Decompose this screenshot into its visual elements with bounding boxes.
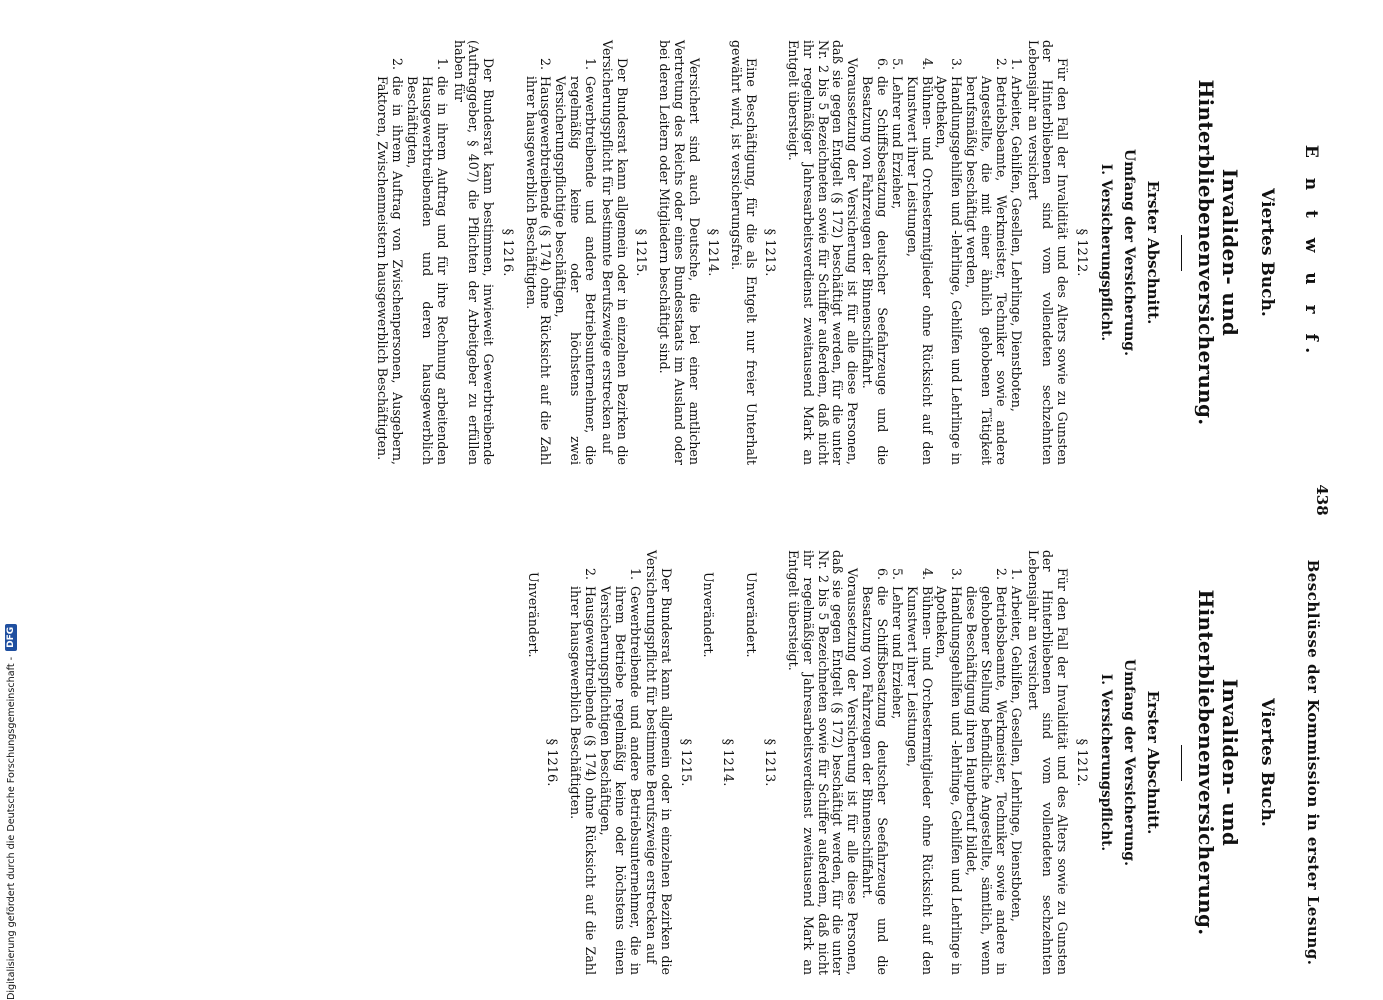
list-item: 6. die Schiffsbesatzung deutscher Seefahrzeuge und die Besatzung von Fahrzeugen der Binnenschiffahrt. <box>860 58 890 465</box>
paragraph-1215-list <box>523 40 597 465</box>
list-item: 2. Betriebsbeamte, Werkmeister, Techniker sowie andere Angestellte, die mit einer ähnlich gehobenen Tätigkeit berufsmäßig beschäftigt werden, <box>964 58 1009 465</box>
paragraph-1214-text: Versichert sind auch Deutsche, die bei einer amtlichen Vertretung des Reichs oder eines Bundesstaats im Ausland oder bei deren Leitern oder Mitgliedern beschäftigt sind. <box>656 40 702 465</box>
paragraph-1213-heading: § 1213. <box>761 738 777 787</box>
divider <box>1181 745 1182 781</box>
list-item: 6. die Schiffsbesatzung deutscher Seefahrzeuge und die Besatzung von Fahrzeugen der Binnenschiffahrt. <box>860 568 890 975</box>
section-heading: Erster Abschnitt. <box>1143 180 1162 325</box>
commission-column-header: Beschlüsse der Kommission in erster Lesung. <box>1304 559 1322 966</box>
list-item: 1. Arbeiter, Gehilfen, Gesellen, Lehrlinge, Dienstboten, <box>1008 568 1024 922</box>
divider <box>1181 235 1182 271</box>
paragraph-1212-closing: Voraussetzung der Versicherung ist für alle diese Personen, daß sie gegen Entgelt (§ 172) beschäftigt werden, für die unter Nr. 2 bis 5 Bezeichneten sowie für Schiffer außerdem, daß nicht ihr regelmäßiger Jahresarbeitsverdienst zweitausend Mark an Entgelt übersteigt. <box>785 550 861 975</box>
list-item: 4. Bühnen- und Orchestermitglieder ohne Rücksicht auf den Kunstwert ihrer Leistungen, <box>904 58 935 465</box>
paragraph-1215-heading: § 1215. <box>633 228 649 277</box>
list-item: 4. Bühnen- und Orchestermitglieder ohne Rücksicht auf den Kunstwert ihrer Leistungen, <box>904 568 935 975</box>
book-title: Invaliden- und Hinterbliebenenversicherung. <box>1194 589 1242 936</box>
commission-column <box>521 550 1321 975</box>
paragraph-1212-list <box>859 40 1022 465</box>
paragraph-1212-intro: Für den Fall der Invalidität und des Alters sowie zu Gunsten der Hinterbliebenen sind vom vollendeten sechzehnten Lebensjahr an versichert <box>1025 40 1071 465</box>
unchanged-note-1213: Unverändert. <box>743 572 759 658</box>
list-item: 1. Arbeiter, Gehilfen, Gesellen, Lehrlinge, Dienstboten, <box>1008 58 1024 412</box>
paragraph-1212-heading: § 1212. <box>1073 228 1089 277</box>
paragraph-1214-heading: § 1214. <box>719 738 735 787</box>
list-item: 2. Hausgewerbtreibende (§ 174) ohne Rücksicht auf die Zahl ihrer hausgewerblich Beschäftigten. <box>568 568 598 975</box>
paragraph-1212-intro: Für den Fall der Invalidität und des Alters sowie zu Gunsten der Hinterbliebenen sind vom vollendeten sechzehnten Lebensjahr an versichert <box>1025 550 1071 975</box>
paragraph-1215-heading: § 1215. <box>677 738 693 787</box>
credit-text: Digitalisierung gefördert durch die Deutsche Forschungsgemeinschaft - <box>5 656 17 1000</box>
paragraph-1215-intro: Der Bundesrat kann allgemein oder in einzelnen Bezirken die Versicherungspflicht für bestimmte Berufszweige erstrecken auf <box>599 40 630 465</box>
book-heading: Viertes Buch. <box>1257 188 1277 317</box>
list-item: 3. Handlungsgehilfen und -lehrlinge, Gehilfen und Lehrlinge in Apotheken, <box>934 58 965 465</box>
list-item: 1. Gewerbtreibende und andere Betriebsunternehmer, die regelmäßig keine oder höchstens zwei Versicherungspflichtige beschäftigen, <box>553 58 598 465</box>
paragraph-1213-heading: § 1213. <box>761 228 777 277</box>
book-heading: Viertes Buch. <box>1257 698 1277 827</box>
list-item: 1. Gewerbtreibende und andere Betriebsunternehmer, die in ihrem Betriebe regelmäßig keine oder höchstens einen Versicherungspflichtigen beschäftigen, <box>597 568 643 975</box>
list-item: 2. Betriebsbeamte, Werkmeister, Techniker sowie andere in gehobener Stellung befindliche Angestellte, sämtlich, wenn diese Beschäftigung ihren Hauptberuf bildet, <box>964 568 1009 975</box>
paragraph-1215-list <box>567 550 641 975</box>
subsection-heading: Umfang der Versicherung. <box>1121 149 1138 356</box>
chapter-heading: I. Versicherungspflicht. <box>1097 673 1114 852</box>
list-item: 3. Handlungsgehilfen und -lehrlinge, Gehilfen und Lehrlinge in Apotheken, <box>934 568 965 975</box>
unchanged-note-1216: Unverändert. <box>525 572 541 658</box>
dfg-logo: DFG <box>5 624 17 651</box>
section-heading: Erster Abschnitt. <box>1143 690 1162 835</box>
list-item: 5. Lehrer und Erzieher, <box>889 58 905 210</box>
chapter-heading: I. Versicherungspflicht. <box>1097 163 1114 342</box>
paragraph-1214-heading: § 1214. <box>704 228 720 277</box>
list-item: 5. Lehrer und Erzieher, <box>889 568 905 720</box>
paragraph-1216-intro: Der Bundesrat kann bestimmen, inwieweit Gewerbtreibende (Auftraggeber, § 407) die Pflichten der Arbeitgeber zu erfüllen haben für <box>451 40 497 465</box>
draft-column <box>374 40 1321 465</box>
book-title: Invaliden- und Hinterbliebenenversicherung. <box>1194 79 1242 426</box>
paragraph-1212-list <box>859 550 1022 975</box>
paragraph-1216-list <box>374 40 448 465</box>
list-item: 2. die in ihrem Auftrag von Zwischenpersonen, Ausgebern, Faktoren, Zwischenmeistern hausgewerblich Beschäftigten. <box>375 58 406 465</box>
paragraph-1216-heading: § 1216. <box>544 738 560 787</box>
draft-column-header: E n t w u r f. <box>1301 144 1321 361</box>
paragraph-1212-heading: § 1212. <box>1073 738 1089 787</box>
paragraph-1213-text: Eine Beschäftigung, für die als Entgelt nur freier Unterhalt gewährt wird, ist versicherungsfrei. <box>728 40 759 465</box>
page-number: 438 <box>1313 484 1331 516</box>
subsection-heading: Umfang der Versicherung. <box>1121 659 1138 866</box>
list-item: 2. Hausgewerbtreibende (§ 174) ohne Rücksicht auf die Zahl ihrer hausgewerblich Beschäftigten. <box>523 58 554 465</box>
paragraph-1212-closing: Voraussetzung der Versicherung ist für alle diese Personen, daß sie gegen Entgelt (§ 172) beschäftigt werden, für die unter Nr. 2 bis 5 Bezeichneten sowie für Schiffer außerdem, daß nicht ihr regelmäßiger Jahresarbeitsverdienst zweitausend Mark an Entgelt übersteigt. <box>785 40 861 465</box>
list-item: 1. die in ihrem Auftrag und für ihre Rechnung arbeitenden Hausgewerbtreibenden und deren hausgewerblich Beschäftigten, <box>405 58 450 465</box>
paragraph-1215-intro: Der Bundesrat kann allgemein oder in einzelnen Bezirken die Versicherungspflicht für bestimmte Berufszweige erstrecken auf <box>644 550 675 975</box>
digitization-credit <box>2 580 20 1000</box>
unchanged-note-1214: Unverändert. <box>701 572 717 658</box>
paragraph-1216-heading: § 1216. <box>499 228 515 277</box>
